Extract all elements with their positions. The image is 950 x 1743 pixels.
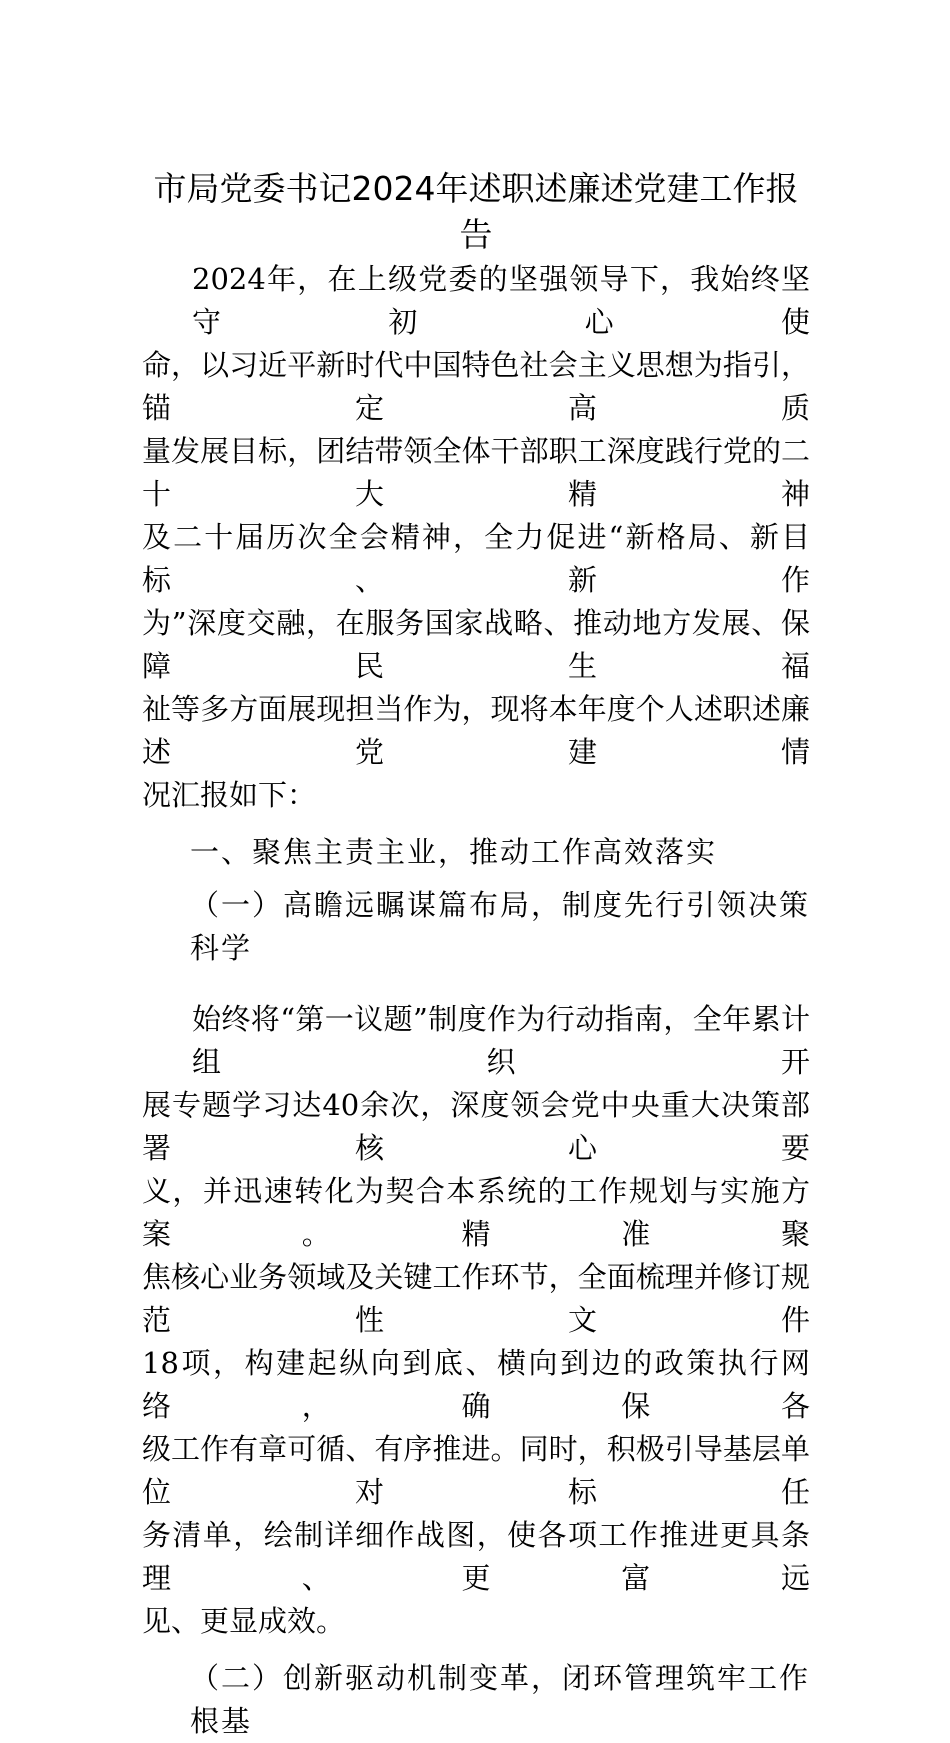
text-line: 义，并迅速转化为契合本系统的工作规划与实施方案。精准聚 [142, 1174, 810, 1251]
spacer [142, 984, 810, 998]
spacer [142, 1643, 810, 1657]
text-line: 命，以习近平新时代中国特色社会主义思想为指引，锚定高质 [142, 348, 810, 425]
text-line: 始终将“第一议题”制度作为行动指南，全年累计组织开 [192, 1002, 810, 1079]
section-heading-1: 一、聚焦主责主业，推动工作高效落实 [190, 835, 718, 869]
text-line: 况汇报如下： [142, 778, 317, 812]
paragraph-intro [142, 258, 810, 817]
document-page [142, 166, 810, 1743]
text-line: 及二十届历次全会精神，全力促进“新格局、新目标、新作 [142, 520, 810, 597]
spacer [142, 970, 810, 984]
text-line: 18项，构建起纵向到底、横向到边的政策执行网络，确保各 [142, 1346, 810, 1423]
text-line: 见、更显成效。 [142, 1604, 346, 1638]
text-line: 为”深度交融，在服务国家战略、推动地方发展、保障民生福 [142, 606, 810, 683]
text-line: 务清单，绘制详细作战图，使各项工作推进更具条理、更富远 [142, 1518, 810, 1595]
text-line: 2024年，在上级党委的坚强领导下，我始终坚守初心使 [192, 262, 810, 339]
text-line: 展专题学习达40余次，深度领会党中央重大决策部署核心要 [142, 1088, 810, 1165]
paragraph-section-1-1 [142, 998, 810, 1643]
text-line: 量发展目标，团结带领全体干部职工深度践行党的二十大精神 [142, 434, 810, 511]
text-line: 祉等多方面展现担当作为，现将本年度个人述职述廉述党建情 [142, 692, 810, 769]
subsection-heading-1: （一）高瞻远瞩谋篇布局，制度先行引领决策科学 [190, 888, 811, 965]
spacer [142, 874, 810, 884]
text-line: 焦核心业务领域及关键工作环节，全面梳理并修订规范性文件 [142, 1260, 810, 1337]
spacer [142, 817, 810, 831]
text-line: 级工作有章可循、有序推进。同时，积极引导基层单位对标任 [142, 1432, 810, 1509]
subsection-heading-2: （二）创新驱动机制变革，闭环管理筑牢工作根基 [190, 1661, 811, 1738]
document-title: 市局党委书记2024年述职述廉述党建工作报告 [153, 169, 799, 254]
